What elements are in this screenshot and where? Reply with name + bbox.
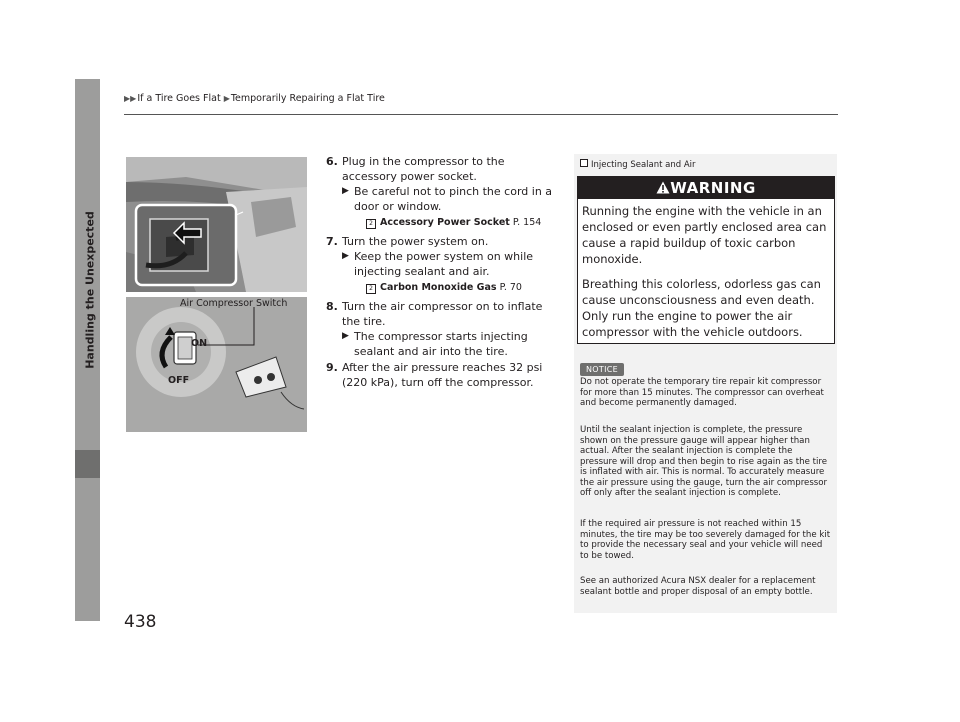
xref-page[interactable]: P. 70 bbox=[499, 282, 522, 293]
chevron-right-icon: ▶▶ bbox=[124, 94, 137, 103]
procedure-steps bbox=[326, 154, 556, 390]
warning-triangle-icon bbox=[656, 181, 670, 194]
page-number: 438 bbox=[124, 612, 157, 632]
note-text: Be careful not to pinch the cord in a door or window. bbox=[354, 185, 553, 213]
step-text: After the air pressure reaches 32 psi (220 kPa), turn off the compressor. bbox=[342, 361, 543, 389]
warning-title-text: WARNING bbox=[670, 179, 756, 197]
xref-title[interactable]: Accessory Power Socket bbox=[380, 217, 510, 228]
step-7 bbox=[326, 234, 556, 249]
step-8 bbox=[326, 299, 556, 329]
warning-title bbox=[578, 177, 834, 199]
note-paragraph-dealer: See an authorized Acura NSX dealer for a replacement sealant bottle and proper disposal of an empty bottle. bbox=[580, 576, 816, 597]
note-marker-icon bbox=[580, 159, 588, 167]
chapter-tab[interactable] bbox=[75, 450, 100, 478]
breadcrumb bbox=[124, 93, 385, 104]
xref-page[interactable]: P. 154 bbox=[512, 217, 542, 228]
xref-title[interactable]: Carbon Monoxide Gas bbox=[380, 282, 497, 293]
chapter-label: Handling the Unexpected bbox=[83, 211, 97, 369]
side-note-heading bbox=[580, 159, 696, 170]
accessory-socket-photo bbox=[126, 157, 307, 292]
step-number: 9. bbox=[326, 361, 338, 374]
step-number: 8. bbox=[326, 300, 338, 313]
on-label: ON bbox=[191, 338, 208, 349]
triangle-bullet-icon: ▶ bbox=[342, 186, 349, 196]
step-6 bbox=[326, 154, 556, 184]
side-note-title: Injecting Sealant and Air bbox=[591, 160, 696, 170]
notice-paragraph: Do not operate the temporary tire repair kit compressor for more than 15 minutes. The compressor can overheat and become permanently damaged. bbox=[580, 377, 824, 408]
step-number: 6. bbox=[326, 155, 338, 168]
breadcrumb-item-repair[interactable]: Temporarily Repairing a Flat Tire bbox=[230, 93, 385, 104]
xref-accessory-socket[interactable] bbox=[326, 215, 556, 230]
xref-icon: 2 bbox=[366, 219, 376, 229]
step-9 bbox=[326, 360, 556, 390]
chevron-right-icon: ▶ bbox=[223, 94, 230, 103]
step-text: Plug in the compressor to the accessory power socket. bbox=[342, 155, 505, 183]
step-number: 7. bbox=[326, 235, 338, 248]
note-paragraph-towing: If the required air pressure is not reached within 15 minutes, the tire may be too severely damaged for the kit to provide the necessary seal and your vehicle will need to be towed. bbox=[580, 519, 831, 561]
compressor-switch-photo bbox=[126, 297, 307, 432]
socket-illustration bbox=[126, 157, 307, 292]
triangle-bullet-icon: ▶ bbox=[342, 251, 349, 261]
compressor-illustration bbox=[126, 297, 307, 432]
compressor-switch-callout: Air Compressor Switch bbox=[180, 298, 288, 309]
warning-paragraph-1: Running the engine with the vehicle in an enclosed or even partly enclosed area can cause a rapid buildup of toxic carbon monoxide. bbox=[582, 204, 827, 266]
step-7-note bbox=[326, 249, 556, 279]
warning-paragraph-2: Breathing this colorless, odorless gas can cause unconsciousness and even death. Only run the engine to power the air compressor with the vehicle outdoors. bbox=[582, 277, 821, 339]
xref-carbon-monoxide[interactable] bbox=[326, 280, 556, 295]
triangle-bullet-icon: ▶ bbox=[342, 331, 349, 341]
note-text: The compressor starts injecting sealant and air into the tire. bbox=[354, 330, 528, 358]
breadcrumb-item-flat-tire[interactable]: If a Tire Goes Flat bbox=[137, 93, 221, 104]
notice-badge: NOTICE bbox=[580, 363, 624, 376]
step-text: Turn the air compressor on to inflate the tire. bbox=[342, 300, 543, 328]
note-paragraph-sealant: Until the sealant injection is complete, the pressure shown on the pressure gauge will appear higher than actual. After the sealant injection is complete the pressure will drop and then begin to rise again as the tire is inflated with air. This is normal. To accurately measure the air pressure using the gauge, turn the air compressor off only after the sealant injection is complete. bbox=[580, 425, 828, 498]
step-6-note bbox=[326, 184, 556, 214]
note-text: Keep the power system on while injecting sealant and air. bbox=[354, 250, 534, 278]
step-8-note bbox=[326, 329, 556, 359]
step-text: Turn the power system on. bbox=[342, 235, 489, 248]
header-divider bbox=[124, 114, 838, 115]
xref-icon: 2 bbox=[366, 284, 376, 294]
off-label: OFF bbox=[168, 375, 190, 386]
